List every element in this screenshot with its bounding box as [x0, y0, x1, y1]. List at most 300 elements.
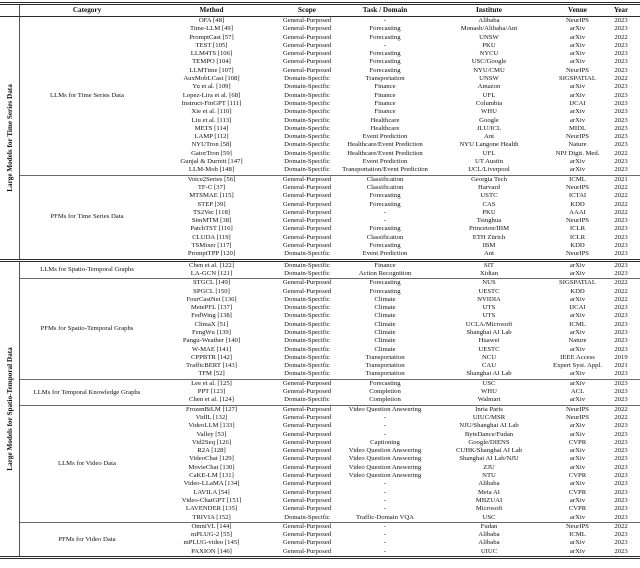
institute-cell: IBM [482, 242, 496, 250]
section-rows [154, 279, 640, 379]
task-cell: Completion [369, 396, 401, 404]
scope-cell: General-Purposed [282, 217, 332, 225]
year-cell: 2023 [614, 99, 628, 107]
venue-cell: arXiv [569, 50, 586, 58]
method-cell: TEST [105] [195, 41, 228, 49]
table-row [154, 270, 640, 278]
scope-cell: General-Purposed [282, 488, 332, 496]
institute-cell: JLU/ICL [476, 124, 502, 132]
scope-cell: General-Purposed [282, 183, 332, 191]
institute-cell: NYU Langone Health [459, 141, 519, 149]
method-cell: Video-LLaMA [134] [183, 480, 240, 488]
task-cell: Climate [374, 312, 396, 320]
year-cell: 2023 [614, 345, 628, 353]
year-cell: 2023 [614, 488, 628, 496]
scope-cell: Domain-Specific [284, 353, 330, 361]
task-cell: Video Question Answering [348, 455, 422, 463]
table-row [154, 17, 640, 25]
venue-cell: arXiv [569, 58, 586, 66]
venue-cell: arXiv [569, 447, 586, 455]
venue-cell: AAAI [569, 208, 586, 216]
venue-cell: NeurIPS [565, 183, 590, 191]
section [20, 405, 640, 522]
scope-cell: General-Purposed [282, 379, 332, 387]
year-cell: 2023 [614, 422, 628, 430]
institute-cell: Ant [483, 133, 495, 141]
group-label: Large Models for Spatio-Temporal Data [5, 347, 14, 471]
year-cell: 2023 [614, 225, 628, 233]
scope-cell: General-Purposed [282, 539, 332, 547]
method-cell: mPLUG-2 [55] [190, 531, 233, 539]
institute-cell: Meta AI [477, 488, 501, 496]
section [20, 278, 640, 379]
year-cell: 2023 [614, 480, 628, 488]
year-cell: 2023 [614, 66, 628, 74]
scope-cell: General-Purposed [282, 522, 332, 530]
institute-cell: UCLA/Microsoft [465, 320, 513, 328]
scope-cell: Domain-Specific [284, 261, 330, 269]
institute-cell: Fudan [480, 522, 498, 530]
scope-cell: General-Purposed [282, 505, 332, 513]
scope-cell: Domain-Specific [284, 133, 330, 141]
task-cell: Video Question Answering [348, 463, 422, 471]
venue-cell: arXiv [569, 158, 586, 166]
table-row [154, 362, 640, 370]
year-cell: 2023 [614, 116, 628, 124]
group-sections [20, 17, 640, 259]
task-cell: Transportation [365, 362, 405, 370]
task-cell: - [383, 547, 387, 555]
institute-cell: UTS [482, 304, 496, 312]
method-cell: FrozenBiLM [127] [185, 405, 238, 413]
method-cell: Vid2Seq [126] [191, 438, 232, 446]
institute-cell: CUHK/Shanghai AI Lab [455, 447, 523, 455]
venue-cell: arXiv [569, 547, 586, 555]
group-label: Large Models for Time Series Data [5, 83, 14, 192]
year-cell: 2021 [614, 175, 628, 183]
scope-cell: General-Purposed [282, 531, 332, 539]
institute-cell: Monash/Alibaba/Ant [460, 25, 518, 33]
task-cell: Event Prediction [362, 133, 408, 141]
institute-cell: Alibaba [478, 531, 500, 539]
venue-cell: ICLR [569, 225, 586, 233]
method-cell: LAMP [112] [194, 133, 229, 141]
task-cell: Transportation [365, 370, 405, 378]
table-row [154, 514, 640, 522]
year-cell: 2023 [614, 304, 628, 312]
scope-cell: Domain-Specific [284, 370, 330, 378]
venue-cell: arXiv [569, 108, 586, 116]
table-row [154, 312, 640, 320]
method-cell: FedWing [138] [191, 312, 232, 320]
table-row [154, 380, 640, 388]
institute-cell: UESTC [478, 345, 500, 353]
scope-cell: General-Purposed [282, 547, 332, 555]
table-row [154, 166, 640, 174]
venue-cell: KDD [570, 287, 585, 295]
venue-cell: NeurIPS [565, 522, 590, 530]
institute-cell: UESTC [478, 287, 500, 295]
category-cell: LLMs for Spatio-Temporal Graphs [40, 266, 134, 274]
scope-cell: General-Purposed [282, 25, 332, 33]
task-cell: Forecasting [369, 66, 401, 74]
year-cell: 2023 [614, 455, 628, 463]
venue-cell: ICLR [569, 233, 586, 241]
group-row [0, 259, 640, 556]
year-cell: 2023 [614, 505, 628, 513]
year-cell: 2023 [614, 320, 628, 328]
venue-cell: arXiv [569, 496, 586, 504]
task-cell: Forecasting [369, 50, 401, 58]
method-cell: TSMixer [117] [191, 242, 232, 250]
task-cell: Forecasting [369, 192, 401, 200]
institute-cell: Walmart [477, 396, 501, 404]
task-cell: Classification [366, 183, 404, 191]
table-row [154, 250, 640, 258]
table-row [154, 548, 640, 556]
venue-cell: NPJ Digit. Med. [555, 149, 600, 157]
method-cell: Instruct-FinGPT [111] [181, 99, 242, 107]
task-cell: - [383, 496, 387, 504]
year-cell: 2022 [614, 200, 628, 208]
scope-cell: Domain-Specific [284, 158, 330, 166]
method-cell: LLMTime [107] [189, 66, 234, 74]
year-cell: 2023 [614, 91, 628, 99]
scope-cell: General-Purposed [282, 41, 332, 49]
section-rows [154, 406, 640, 522]
method-cell: CLUDA [119] [192, 233, 231, 241]
method-cell: Valley [53] [196, 430, 227, 438]
year-cell: 2022 [614, 295, 628, 303]
task-cell: - [383, 480, 387, 488]
institute-cell: UNSW [479, 75, 499, 83]
method-cell: AuxMobLCast [108] [183, 75, 240, 83]
institute-cell: NYU/CMU [473, 66, 505, 74]
scope-cell: Domain-Specific [284, 295, 330, 303]
venue-cell: arXiv [569, 41, 586, 49]
method-cell: LAVILA [54] [193, 488, 230, 496]
scope-cell: Domain-Specific [284, 304, 330, 312]
scope-cell: Domain-Specific [284, 75, 330, 83]
task-cell: Forecasting [369, 58, 401, 66]
venue-cell: ICML [569, 531, 586, 539]
method-cell: LLM-Mob [148] [188, 166, 235, 174]
institute-cell: Xidian [479, 269, 499, 277]
method-cell: Time-LLM [49] [189, 25, 234, 33]
table-row [154, 184, 640, 192]
task-cell: Climate [374, 320, 396, 328]
method-cell: SPGCL [150] [193, 287, 230, 295]
scope-cell: General-Purposed [282, 480, 332, 488]
task-cell: Healthcare [370, 116, 400, 124]
venue-cell: SIGSPATIAL [559, 75, 596, 83]
scope-cell: Domain-Specific [284, 345, 330, 353]
task-cell: Climate [374, 328, 396, 336]
institute-cell: UFL [482, 149, 496, 157]
task-cell: Video Question Answering [348, 472, 422, 480]
venue-cell: arXiv [569, 269, 586, 277]
task-cell: Healthcare/Event Prediction [347, 149, 423, 157]
year-cell: 2023 [614, 438, 628, 446]
table-row [154, 117, 640, 125]
scope-cell: Domain-Specific [284, 396, 330, 404]
task-cell: - [383, 217, 387, 225]
year-cell: 2023 [614, 261, 628, 269]
year-cell: 2023 [614, 531, 628, 539]
table-row [154, 262, 640, 270]
year-cell: 2023 [614, 547, 628, 555]
venue-cell: IJCAI [569, 304, 586, 312]
year-cell: 2022 [614, 75, 628, 83]
scope-cell: Domain-Specific [284, 83, 330, 91]
method-cell: Pangu-Weather [140] [182, 337, 241, 345]
category-cell: PFMs for Spatio-Temporal Graphs [40, 325, 134, 333]
venue-cell: arXiv [569, 422, 586, 430]
institute-cell: SIT [483, 261, 495, 269]
scope-cell: Domain-Specific [284, 166, 330, 174]
year-cell: 2023 [614, 539, 628, 547]
venue-cell: ICML [569, 320, 586, 328]
venue-cell: arXiv [569, 539, 586, 547]
institute-cell: Ant [483, 250, 495, 258]
scope-cell: General-Purposed [282, 225, 332, 233]
method-cell: Video-ChatGPT [151] [181, 496, 242, 504]
institute-cell: Huawei [478, 337, 500, 345]
year-cell: 2022 [614, 405, 628, 413]
table-row [154, 396, 640, 404]
task-cell: - [383, 539, 387, 547]
task-cell: Completion [369, 388, 401, 396]
table-row [154, 92, 640, 100]
table-row [154, 288, 640, 296]
year-cell: 2023 [614, 513, 628, 521]
scope-cell: General-Purposed [282, 192, 332, 200]
institute-cell: UNSW [479, 33, 499, 41]
institute-cell: Georgia Tech [471, 175, 507, 183]
header-task-domain: Task / Domain [362, 6, 408, 14]
institute-cell: ZJU [483, 463, 495, 471]
year-cell: 2023 [614, 141, 628, 149]
institute-cell: Tsinghua [476, 217, 502, 225]
year-cell: 2023 [614, 463, 628, 471]
table-row [154, 58, 640, 66]
table-header-row [0, 5, 640, 17]
year-cell: 2023 [614, 472, 628, 480]
method-cell: PromptTPP [120] [187, 250, 236, 258]
task-cell: Forecasting [369, 379, 401, 387]
year-cell: 2023 [614, 250, 628, 258]
table-row [154, 464, 640, 472]
year-cell: 2022 [614, 149, 628, 157]
year-cell: 2023 [614, 133, 628, 141]
institute-cell: NUS [482, 279, 496, 287]
task-cell: - [383, 422, 387, 430]
institute-cell: Princeton/IBM [468, 225, 510, 233]
task-cell: Finance [374, 108, 396, 116]
table-row [154, 455, 640, 463]
task-cell: Forecasting [369, 287, 401, 295]
method-cell: STGCL [149] [192, 279, 231, 287]
venue-cell: arXiv [569, 328, 586, 336]
table-body [0, 17, 640, 556]
year-cell: 2023 [614, 58, 628, 66]
venue-cell: SIGSPATIAL [559, 279, 596, 287]
task-cell: Action Recognition [358, 269, 412, 277]
venue-cell: CVPR [568, 505, 587, 513]
scope-cell: Domain-Specific [284, 108, 330, 116]
year-cell: 2023 [614, 242, 628, 250]
table-row [154, 42, 640, 50]
scope-cell: General-Purposed [282, 50, 332, 58]
section [20, 262, 640, 279]
institute-cell: UTS [482, 312, 496, 320]
scope-cell: General-Purposed [282, 455, 332, 463]
year-cell: 2023 [614, 124, 628, 132]
venue-cell: CVPR [568, 438, 587, 446]
table-row [154, 337, 640, 345]
scope-cell: General-Purposed [282, 279, 332, 287]
table-row [154, 100, 640, 108]
section [20, 522, 640, 556]
table-row [154, 304, 640, 312]
table-row [154, 388, 640, 396]
task-cell: Forecasting [369, 200, 401, 208]
scope-cell: Domain-Specific [284, 141, 330, 149]
venue-cell: CVPR [568, 488, 587, 496]
task-cell: Climate [374, 345, 396, 353]
method-cell: MTSMAE [115] [189, 192, 234, 200]
venue-cell: Nature [568, 337, 587, 345]
scope-cell: General-Purposed [282, 17, 332, 24]
method-cell: Lee et al. [125] [191, 379, 232, 387]
scope-cell: General-Purposed [282, 287, 332, 295]
section-rows [154, 380, 640, 405]
institute-cell: NTU [482, 472, 496, 480]
method-cell: VideoLLM [133] [188, 422, 235, 430]
scope-cell: Domain-Specific [284, 91, 330, 99]
method-cell: MetePFL [137] [190, 304, 233, 312]
institute-cell: Google/DIENS [468, 438, 510, 446]
year-cell: 2023 [614, 328, 628, 336]
year-cell: 2023 [614, 217, 628, 225]
category-cell: PFMs for Time Series Data [50, 213, 124, 221]
section-rows [154, 176, 640, 259]
group-row [0, 17, 640, 259]
scope-cell: Domain-Specific [284, 337, 330, 345]
method-cell: OmniVL [144] [191, 522, 232, 530]
institute-cell: NCU [481, 353, 497, 361]
task-cell: - [383, 488, 387, 496]
scope-cell: General-Purposed [282, 66, 332, 74]
year-cell: 2023 [614, 50, 628, 58]
institute-cell: Google [479, 116, 499, 124]
year-cell: 2022 [614, 183, 628, 191]
task-cell: Forecasting [369, 279, 401, 287]
scope-cell: Domain-Specific [284, 362, 330, 370]
institute-cell: PKU [482, 208, 496, 216]
task-cell: Forecasting [369, 25, 401, 33]
venue-cell: arXiv [569, 463, 586, 471]
venue-cell: arXiv [569, 480, 586, 488]
table-row [154, 279, 640, 287]
method-cell: TRIVIA [152] [192, 513, 231, 521]
venue-cell: Nature [568, 141, 587, 149]
institute-cell: UFL [482, 91, 496, 99]
task-cell: Event Prediction [362, 158, 408, 166]
method-cell: FengWu [139] [192, 328, 231, 336]
table-row [154, 531, 640, 539]
venue-cell: NeurIPS [565, 413, 590, 421]
method-cell: FourCastNet [136] [186, 295, 237, 303]
institute-cell: UT Austin [475, 158, 503, 166]
table-row [154, 296, 640, 304]
table-row [154, 505, 640, 513]
table-row [154, 472, 640, 480]
year-cell: 2022 [614, 192, 628, 200]
table-row [154, 422, 640, 430]
method-cell: GatorTron [59] [191, 149, 232, 157]
method-cell: R2A [128] [197, 447, 226, 455]
institute-cell: UIUC/MSR [472, 413, 506, 421]
method-cell: ClimaX [51] [194, 320, 229, 328]
scope-cell: General-Purposed [282, 463, 332, 471]
year-cell: 2023 [614, 166, 628, 174]
venue-cell: arXiv [569, 513, 586, 521]
section [20, 379, 640, 405]
scope-cell: General-Purposed [282, 472, 332, 480]
year-cell: 2019 [614, 353, 628, 361]
institute-cell: Amazon [477, 83, 501, 91]
method-cell: Gunjal & Durrett [147] [180, 158, 243, 166]
section [20, 175, 640, 259]
scope-cell: General-Purposed [282, 422, 332, 430]
institute-cell: Shanghai AI Lab [466, 328, 512, 336]
venue-cell: NeurIPS [565, 405, 590, 413]
scope-cell: General-Purposed [282, 200, 332, 208]
task-cell: Transportation [365, 75, 405, 83]
table-row [154, 108, 640, 116]
institute-cell: ByteDance/Fudan [464, 430, 514, 438]
category-cell: LLMs for Time Series Data [50, 92, 124, 100]
section-rows [154, 523, 640, 556]
task-cell: - [383, 430, 387, 438]
method-cell: TF-C [37] [197, 183, 226, 191]
scope-cell: General-Purposed [282, 496, 332, 504]
table-row [154, 158, 640, 166]
institute-cell: Alibaba [478, 17, 500, 24]
task-cell: Forecasting [369, 225, 401, 233]
table-row [154, 414, 640, 422]
year-cell: 2022 [614, 287, 628, 295]
table-row [154, 192, 640, 200]
task-cell: Forecasting [369, 33, 401, 41]
year-cell: 2022 [614, 413, 628, 421]
task-cell: Climate [374, 304, 396, 312]
venue-cell: arXiv [569, 312, 586, 320]
year-cell: 2022 [614, 279, 628, 287]
task-cell: Finance [374, 83, 396, 91]
method-cell: LAVENDER [135] [185, 505, 238, 513]
table-row [154, 83, 640, 91]
venue-cell: NeurIPS [565, 17, 590, 24]
method-cell: CaKE-LM [131] [189, 472, 234, 480]
year-cell: 2022 [614, 208, 628, 216]
year-cell: 2023 [614, 379, 628, 387]
method-cell: TEMPO [104] [192, 58, 231, 66]
scope-cell: Domain-Specific [284, 149, 330, 157]
table-row [154, 242, 640, 250]
venue-cell: Expert Syst. Appl. [552, 362, 603, 370]
